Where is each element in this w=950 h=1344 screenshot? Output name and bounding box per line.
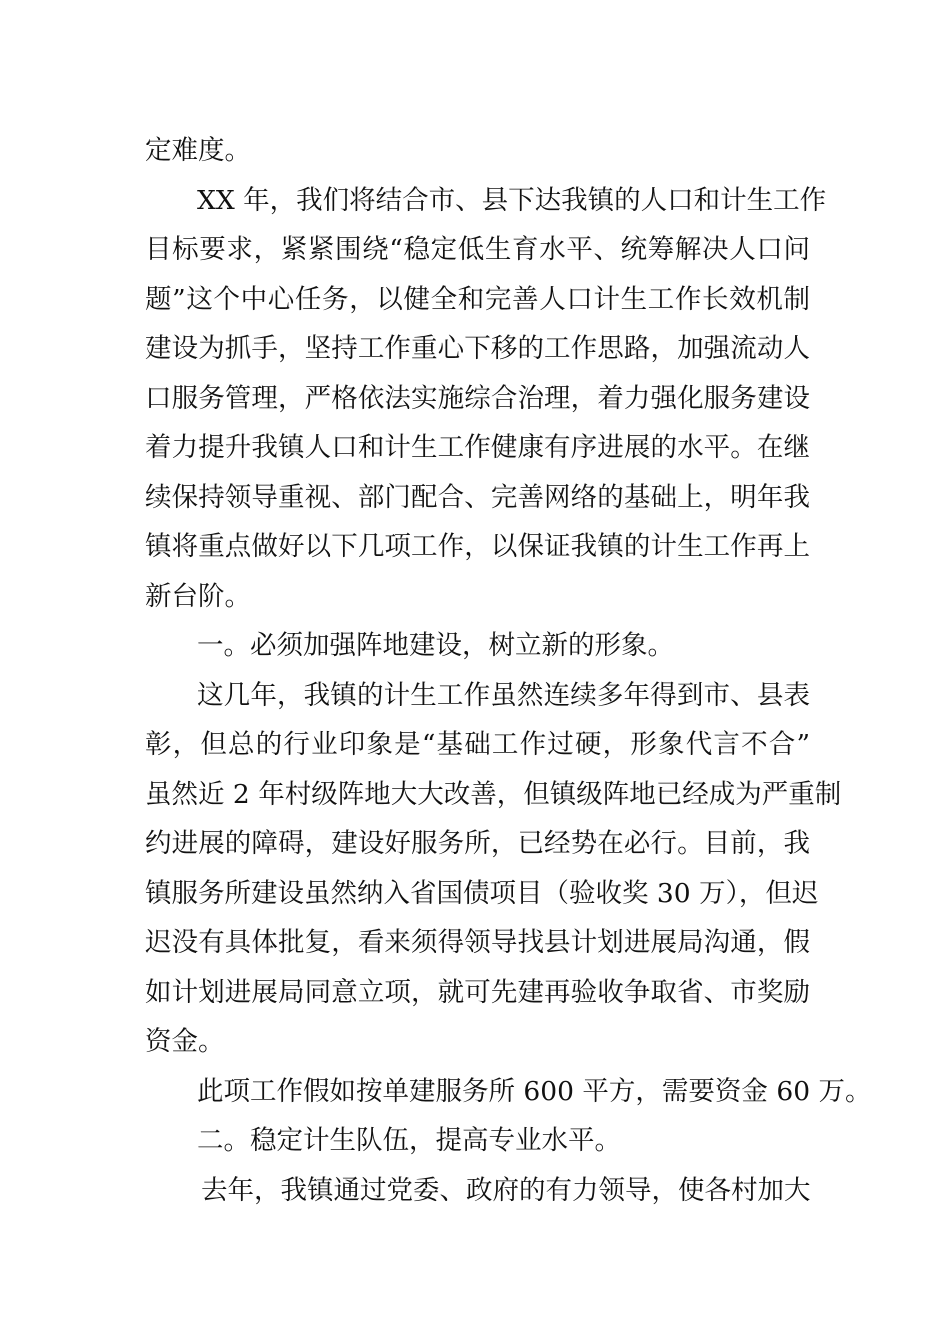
text-line: 镇将重点做好以下几项工作，以保证我镇的计生工作再上 [145, 531, 810, 562]
text-line: 去年，我镇通过党委、政府的有力领导，使各村加大 [201, 1174, 811, 1206]
paragraph-last-year [145, 1166, 810, 1216]
text-line: 新台阶。 [145, 580, 251, 612]
text-line: 此项工作假如按单建服务所 600 平方，需要资金 60 万。 [197, 1075, 872, 1107]
paragraph-funding [145, 1067, 872, 1117]
paragraph-annual-plan [145, 176, 827, 622]
paragraph-site-construction [145, 671, 842, 1067]
text-line: 彰，但总的行业印象是“基础工作过硬，形象代言不合” [145, 729, 810, 760]
text-line: 续保持领导重视、部门配合、完善网络的基础上，明年我 [145, 481, 810, 513]
text-line: 定难度。 [145, 135, 251, 166]
heading-line: 二。稳定计生队伍，提高专业水平。 [197, 1125, 621, 1156]
text-line: 目标要求，紧紧围绕“稳定低生育水平、统筹解决人口问 [145, 234, 810, 265]
text-line: 题”这个中心任务，以健全和完善人口计生工作长效机制 [145, 283, 810, 315]
text-line: 虽然近 2 年村级阵地大大改善，但镇级阵地已经成为严重制 [145, 778, 842, 810]
section-heading-two [145, 1116, 810, 1166]
text-line: 资金。 [145, 1026, 225, 1057]
text-line: 如计划进展局同意立项，就可先建再验收争取省、市奖励 [145, 976, 810, 1008]
heading-line: 一。必须加强阵地建设，树立新的形象。 [197, 630, 674, 661]
text-line: 口服务管理，严格依法实施综合治理，着力强化服务建设 [145, 382, 810, 414]
document-body [145, 126, 872, 1215]
text-line: XX 年，我们将结合市、县下达我镇的人口和计生工作 [197, 184, 827, 216]
paragraph-continuation [145, 126, 810, 176]
section-heading-one [145, 621, 810, 671]
text-line: 着力提升我镇人口和计生工作健康有序进展的水平。在继 [145, 432, 810, 463]
text-line: 迟没有具体批复，看来须得领导找县计划进展局沟通，假 [145, 927, 810, 958]
text-line: 镇服务所建设虽然纳入省国债项目（验收奖 30 万），但迟 [145, 877, 819, 909]
text-line: 约进展的障碍，建设好服务所，已经势在必行。目前，我 [145, 828, 810, 859]
text-line: 建设为抓手，坚持工作重心下移的工作思路，加强流动人 [145, 333, 810, 364]
text-line: 这几年，我镇的计生工作虽然连续多年得到市、县表 [197, 679, 810, 711]
